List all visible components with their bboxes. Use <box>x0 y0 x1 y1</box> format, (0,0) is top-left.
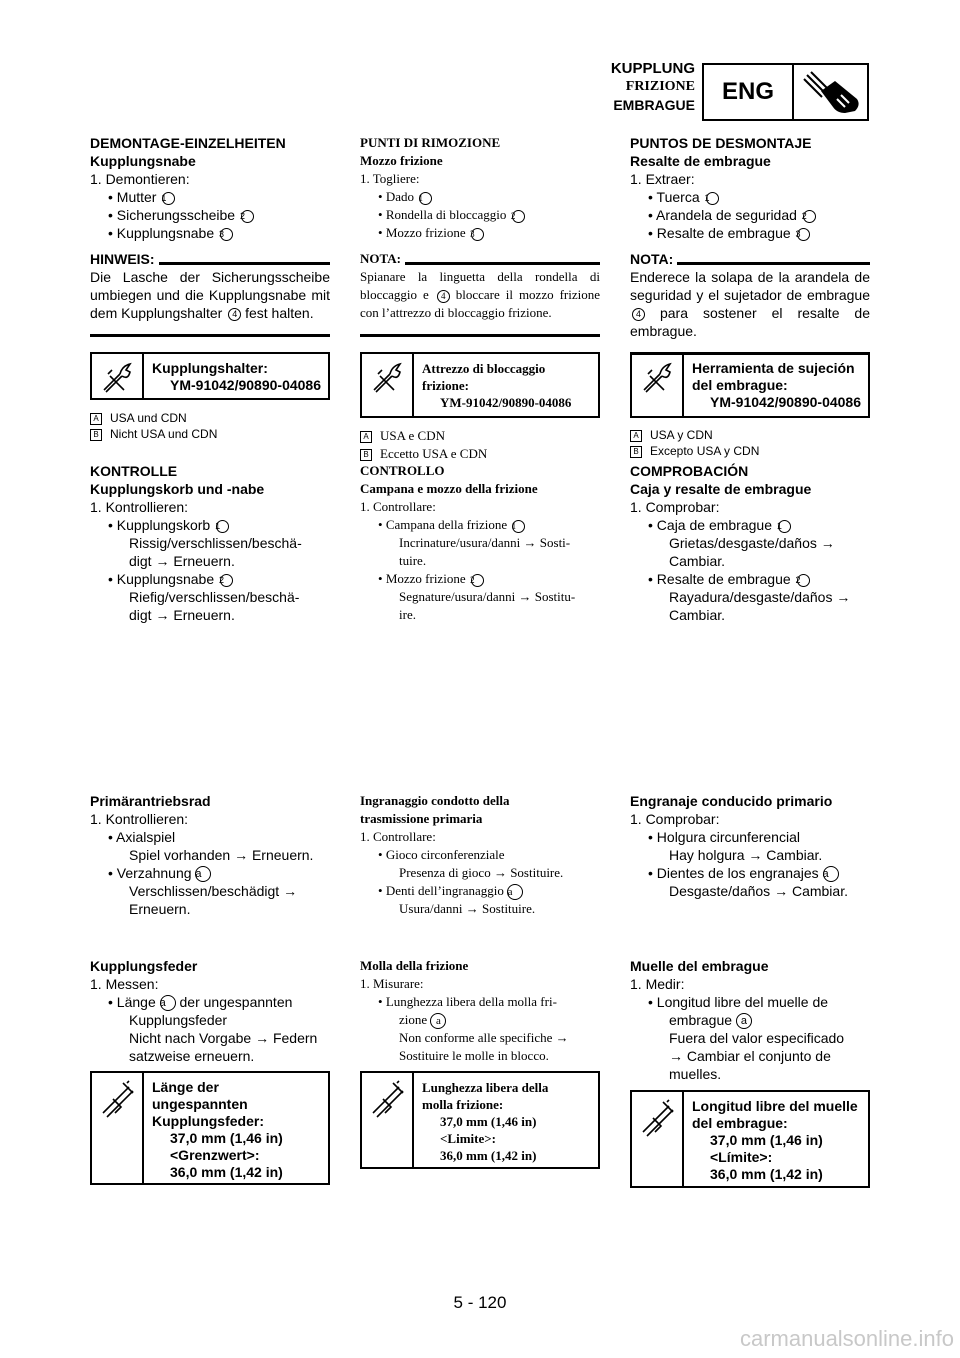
page-number: 5 - 120 <box>453 1293 507 1312</box>
legend-es <box>630 427 870 459</box>
note-heading: NOTA: <box>360 250 600 268</box>
spec-label: Kupplungsfeder: <box>152 1113 264 1129</box>
spec-limit-value: 36,0 mm (1,42 in) <box>710 1166 823 1182</box>
detail-text: Sostituire le molle in blocco. <box>399 1048 549 1064</box>
spring-section-es <box>630 957 870 1083</box>
spec-limit-label: <Limite>: <box>440 1131 496 1146</box>
caliper-icon <box>632 1092 684 1186</box>
step-text: 1. Comprobar: <box>630 811 720 827</box>
list-item: • Mozzo frizione 3 <box>360 224 600 242</box>
section-tag: ENG <box>704 65 794 119</box>
list-item: • Gioco circonferenziale <box>378 847 505 862</box>
list-item: • Mutter 1 <box>90 188 330 206</box>
step-text: 1. Comprobar: <box>630 499 720 515</box>
gear-section-es <box>630 792 870 900</box>
detail-text: Riefig/verschlissen/beschä- <box>129 589 300 605</box>
removal-subtitle: Resalte de embrague <box>630 153 771 169</box>
note-end-rule <box>90 334 330 337</box>
step-text: 1. Extraer: <box>630 171 695 187</box>
caliper-icon <box>92 1073 144 1183</box>
check-subtitle: Kupplungskorb und -nabe <box>90 481 265 497</box>
detail-text: → Cambiar el conjunto de <box>669 1048 831 1065</box>
list-item: • Verzahnung a <box>90 864 330 882</box>
legend-item-b: B Nicht USA und CDN <box>90 426 330 442</box>
engine-bolt-icon <box>794 65 867 119</box>
spec-limit-value: 36,0 mm (1,42 in) <box>440 1148 537 1163</box>
section-title-es: EMBRAGUE <box>613 97 695 113</box>
tool-name: Attrezzo di bloccaggio <box>422 361 546 376</box>
detail-text: Cambiar. <box>669 607 726 623</box>
list-item: • Rondella di bloccaggio 2 <box>360 206 600 224</box>
wrench-screwdriver-icon <box>632 354 684 416</box>
section-tab <box>702 63 869 121</box>
detail-text: tuire. <box>399 553 427 568</box>
section-title-it: FRIZIONE <box>625 79 695 94</box>
detail-text: Erneuern. <box>129 901 191 918</box>
check-section-es <box>630 462 870 624</box>
detail-text: Non conforme alle specifiche → <box>399 1030 569 1046</box>
spec-label: Lunghezza libera della <box>422 1080 549 1095</box>
spec-label: del embrague: <box>692 1115 788 1131</box>
spring-section-it <box>360 957 600 1065</box>
spec-label: ungespannten <box>152 1096 248 1112</box>
step-text: 1. Kontrollieren: <box>90 811 189 827</box>
detail-text: Segnature/usura/danni → Sostitu- <box>399 589 576 604</box>
check-title: COMPROBACIÓN <box>630 463 749 479</box>
step-text: 1. Togliere: <box>360 171 420 186</box>
spec-limit-label: <Grenzwert>: <box>170 1147 260 1163</box>
section-titles <box>611 60 695 114</box>
detail-text: embrague a <box>630 1011 870 1029</box>
check-title: KONTROLLE <box>90 463 178 479</box>
legend-item-a: A USA e CDN <box>360 427 600 445</box>
list-item: • Denti dell’ingranaggio a <box>360 882 600 900</box>
list-item: • Kupplungskorb 1 <box>90 516 330 534</box>
step-text: 1. Demontieren: <box>90 171 190 187</box>
list-item: • Mozzo frizione 2 <box>360 570 600 588</box>
note-text: Die Lasche der Sicherungsscheibe umbiegen und die Kupplungsnabe mit dem Kupplungshalter 4 fest halten. <box>90 269 330 321</box>
column-german <box>90 134 330 337</box>
spring-title: Kupplungsfeder <box>90 958 198 974</box>
detail-text: Hay holgura → Cambiar. <box>669 847 823 863</box>
legend-item-b: B Eccetto USA e CDN <box>360 445 600 463</box>
step-text: 1. Messen: <box>90 976 159 992</box>
list-item: • Caja de embrague 1 <box>630 516 870 534</box>
wrench-screwdriver-icon <box>362 354 414 416</box>
check-section-it <box>360 462 600 624</box>
removal-title: PUNTOS DE DESMONTAJE <box>630 135 812 151</box>
detail-text: Cambiar. <box>669 553 726 569</box>
removal-subtitle: Kupplungsnabe <box>90 153 196 169</box>
spec-value: 37,0 mm (1,46 in) <box>440 1114 537 1129</box>
tool-box-es <box>630 352 870 418</box>
list-item: • Axialspiel <box>108 829 176 845</box>
detail-text: muelles. <box>669 1066 722 1083</box>
detail-text: satzweise erneuern. <box>129 1048 255 1065</box>
spec-box-it <box>360 1071 600 1169</box>
tool-box-it <box>360 352 600 418</box>
step-text: 1. Kontrollieren: <box>90 499 189 515</box>
list-item: • Sicherungsscheibe 2 <box>90 206 330 224</box>
note-heading: HINWEIS: <box>90 250 330 268</box>
tool-name: Kupplungshalter: <box>152 360 268 376</box>
gear-title: Engranaje conducido primario <box>630 793 833 809</box>
detail-text: Rayadura/desgaste/daños → <box>669 589 851 605</box>
gear-title: Primärantriebsrad <box>90 793 211 809</box>
step-text: 1. Controllare: <box>360 829 436 844</box>
detail-text: Fuera del valor especificado <box>669 1030 845 1047</box>
detail-text: ire. <box>399 607 416 622</box>
detail-text: Rissig/verschlissen/beschä- <box>129 535 302 551</box>
spring-section-de <box>90 957 330 1065</box>
list-item: • Dientes de los engranajes a <box>630 864 870 882</box>
detail-text: Incrinature/usura/danni → Sosti- <box>399 535 571 550</box>
detail-text: digt → Erneuern. <box>129 607 235 623</box>
check-section-de <box>90 462 330 624</box>
detail-text: Nicht nach Vorgabe → Federn <box>129 1030 318 1047</box>
step-text: 1. Misurare: <box>360 976 424 991</box>
removal-title: PUNTI DI RIMOZIONE <box>360 135 501 150</box>
spec-label: Länge der <box>152 1079 219 1095</box>
note-text: Enderece la solapa de la arandela de seguridad y el sujetador de embrague 4 para sostener el resalte de embrague. <box>630 269 871 339</box>
caliper-icon <box>362 1073 414 1167</box>
tool-box-de <box>90 352 330 400</box>
list-item: • Tuerca 1 <box>630 188 870 206</box>
tool-number: YM-91042/90890-04086 <box>170 377 322 393</box>
spec-label: Longitud libre del muelle <box>692 1098 858 1114</box>
spec-box-de <box>90 1071 330 1185</box>
list-item: • Resalte de embrague 2 <box>630 570 870 588</box>
spec-limit-value: 36,0 mm (1,42 in) <box>170 1164 283 1180</box>
check-subtitle: Campana e mozzo della frizione <box>360 481 538 496</box>
note-text: Spianare la linguetta della rondella di bloccaggio e 4 bloccare il mozzo frizione con l’attrezzo di bloccaggio frizione. <box>360 269 600 320</box>
list-item: • Lunghezza libera della molla fri- <box>378 994 557 1009</box>
check-title: CONTROLLO <box>360 463 445 478</box>
list-item: • Arandela de seguridad 2 <box>630 206 870 224</box>
column-spanish <box>630 134 870 355</box>
list-item: • Campana della frizione 1 <box>360 516 600 534</box>
tool-name: del embrague: <box>692 377 788 393</box>
tool-name: Herramienta de sujeción <box>692 360 855 376</box>
list-item: • Holgura circunferencial <box>648 829 800 845</box>
legend-item-a: A USA und CDN <box>90 410 330 426</box>
detail-text: digt → Erneuern. <box>129 553 235 569</box>
spec-limit-label: <Límite>: <box>710 1149 773 1165</box>
list-item: • Dado 1 <box>360 188 600 206</box>
note-heading: NOTA: <box>630 250 870 268</box>
gear-title: Ingranaggio condotto della <box>360 793 510 808</box>
step-text: 1. Controllare: <box>360 499 436 514</box>
list-item: • Kupplungsnabe 2 <box>90 570 330 588</box>
list-item: • Longitud libre del muelle de <box>648 994 829 1010</box>
legend-item-b: B Excepto USA y CDN <box>630 443 870 459</box>
detail-text: Spiel vorhanden → Erneuern. <box>129 847 314 863</box>
spring-title: Muelle del embrague <box>630 958 769 974</box>
spec-box-es <box>630 1090 870 1188</box>
tool-name: frizione: <box>422 378 469 393</box>
detail-text: Presenza di gioco → Sostituire. <box>399 865 564 880</box>
list-item: • Kupplungsnabe 3 <box>90 224 330 242</box>
detail-text: Verschlissen/beschädigt → <box>129 883 298 900</box>
gear-section-it <box>360 792 600 918</box>
list-item: • Resalte de embrague 3 <box>630 224 870 242</box>
detail-text: zione a <box>360 1011 600 1029</box>
gear-title: trasmissione primaria <box>360 811 483 826</box>
removal-subtitle: Mozzo frizione <box>360 153 443 168</box>
check-subtitle: Caja y resalte de embrague <box>630 481 812 497</box>
wrench-screwdriver-icon <box>92 354 144 398</box>
tool-number: YM-91042/90890-04086 <box>710 394 862 410</box>
note-end-rule <box>360 334 600 337</box>
spec-value: 37,0 mm (1,46 in) <box>170 1130 283 1146</box>
removal-title: DEMONTAGE-EINZELHEITEN <box>90 135 286 151</box>
column-italian <box>360 134 600 337</box>
watermark: carmanualsonline.info <box>739 1326 954 1351</box>
detail-text: Grietas/desgaste/daños → <box>669 535 835 551</box>
legend-it <box>360 427 600 463</box>
legend-de <box>90 410 330 442</box>
gear-section-de <box>90 792 330 918</box>
detail-text: Usura/danni → Sostituire. <box>399 901 536 917</box>
spring-title: Molla della frizione <box>360 958 469 973</box>
legend-item-a: A USA y CDN <box>630 427 870 443</box>
step-text: 1. Medir: <box>630 976 685 992</box>
spec-value: 37,0 mm (1,46 in) <box>710 1132 823 1148</box>
detail-text: Desgaste/daños → Cambiar. <box>669 883 848 900</box>
section-title-de: KUPPLUNG <box>610 60 695 77</box>
list-item: • Länge a der ungespannten <box>108 994 293 1010</box>
detail-text: Kupplungsfeder <box>129 1012 228 1029</box>
spec-label: molla frizione: <box>422 1097 504 1112</box>
tool-number: YM-91042/90890-04086 <box>440 395 572 410</box>
